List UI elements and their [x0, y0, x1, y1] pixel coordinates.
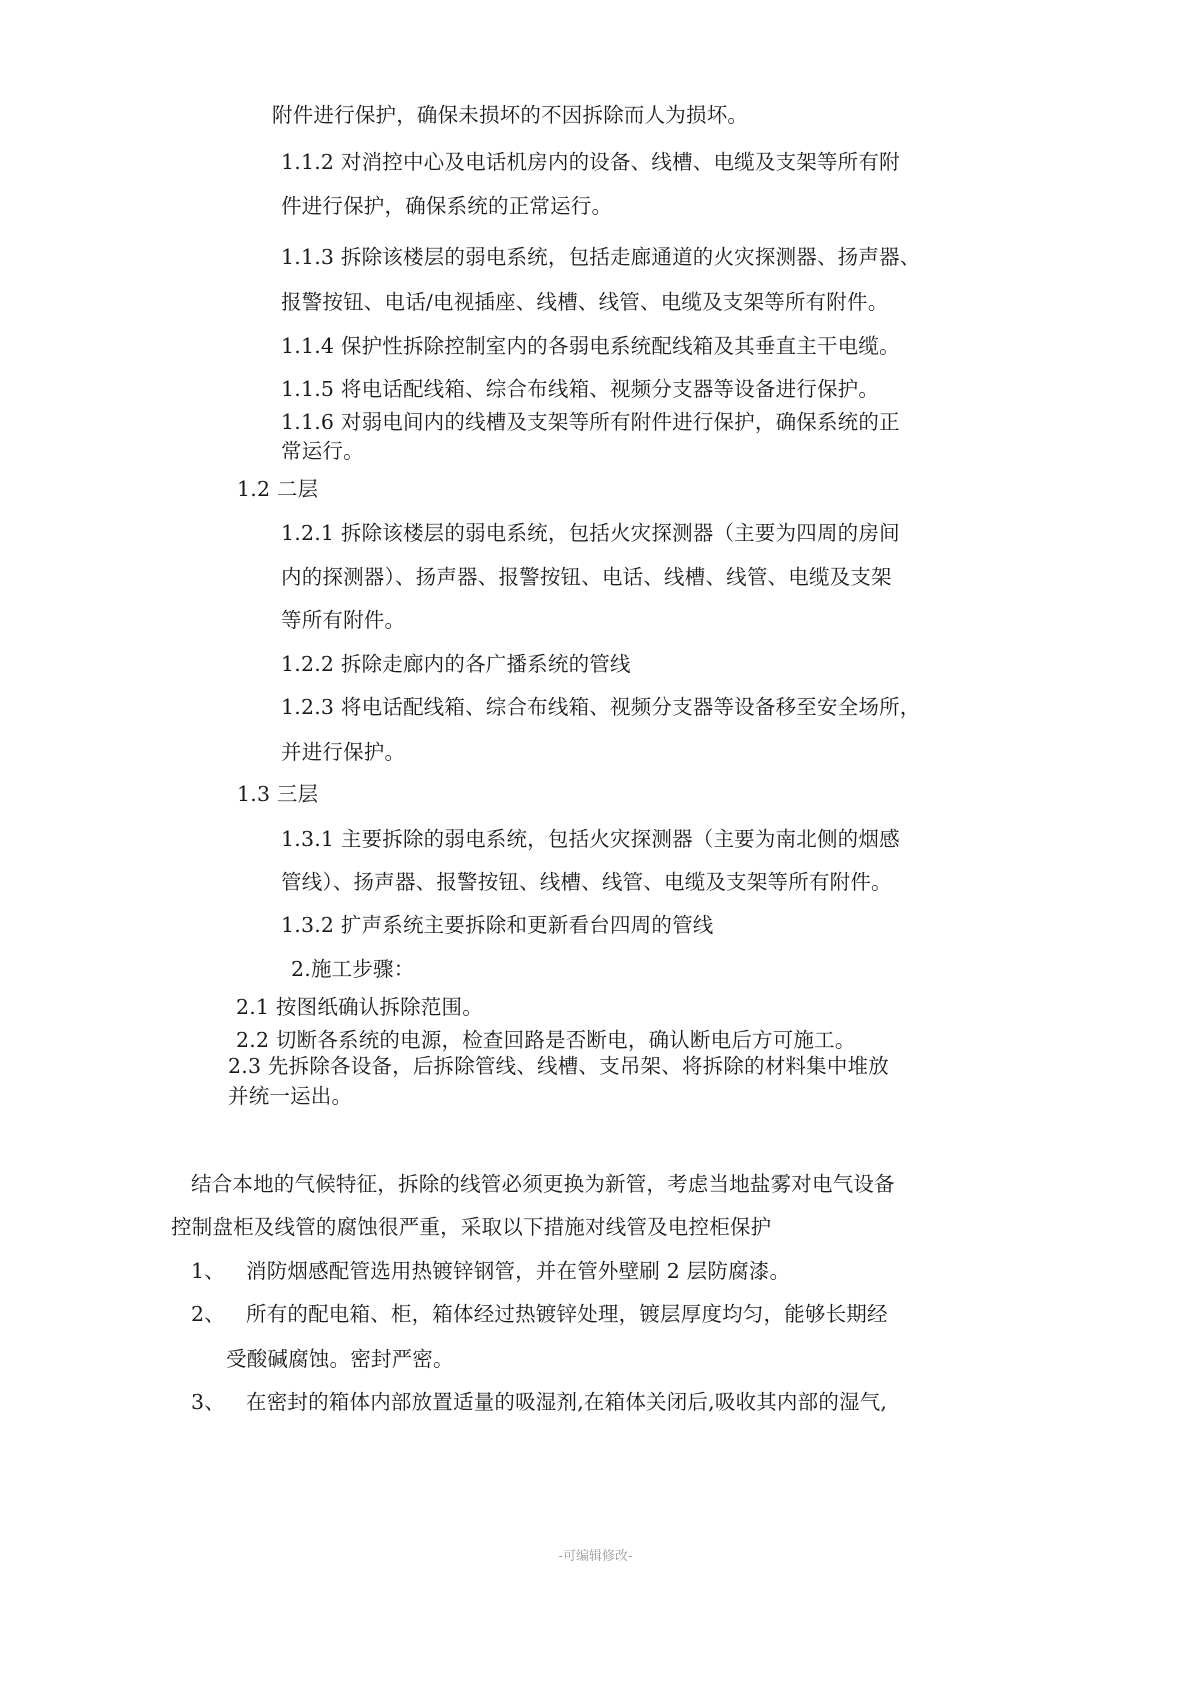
- section-heading: 2.施工步骤：: [291, 957, 415, 981]
- text-line: 1.1.4 保护性拆除控制室内的各弱电系统配线箱及其垂直主干电缆。: [281, 334, 900, 358]
- list-item-text: 消防烟感配管选用热镀锌钢管，并在管外壁刷 2 层防腐漆。: [246, 1259, 791, 1283]
- text-line: 控制盘柜及线管的腐蚀很严重，采取以下措施对线管及电控柜保护: [171, 1215, 772, 1239]
- text-line: 常运行。: [281, 439, 364, 463]
- list-number: 1、: [191, 1259, 225, 1283]
- list-item-text: 受酸碱腐蚀。密封严密。: [226, 1347, 454, 1371]
- text-line: 1.3.1 主要拆除的弱电系统，包括火灾探测器（主要为南北侧的烟感: [281, 827, 900, 851]
- text-line: 管线）、扬声器、报警按钮、线槽、线管、电缆及支架等所有附件。: [281, 870, 892, 894]
- text-line: 附件进行保护，确保未损坏的不因拆除而人为损坏。: [272, 103, 749, 127]
- text-line: 结合本地的气候特征，拆除的线管必须更换为新管，考虑当地盐雾对电气设备: [191, 1172, 895, 1196]
- text-line: 并统一运出。: [228, 1084, 353, 1108]
- section-heading: 1.3 三层: [237, 782, 319, 806]
- list-item-text: 在密封的箱体内部放置适量的吸湿剂,在箱体关闭后,吸收其内部的湿气,: [246, 1390, 888, 1414]
- text-line: 内的探测器）、扬声器、报警按钮、电话、线槽、线管、电缆及支架: [281, 565, 892, 589]
- text-line: 1.2.1 拆除该楼层的弱电系统，包括火灾探测器（主要为四周的房间: [281, 521, 900, 545]
- text-line: 报警按钮、电话/电视插座、线槽、线管、电缆及支架等所有附件。: [281, 290, 889, 314]
- text-line: 2.1 按图纸确认拆除范围。: [236, 995, 483, 1019]
- list-item-text: 所有的配电箱、柜，箱体经过热镀锌处理，镀层厚度均匀，能够长期经: [246, 1302, 888, 1326]
- list-number: 2、: [191, 1302, 225, 1326]
- text-line: 等所有附件。: [281, 608, 406, 632]
- list-number: 3、: [191, 1390, 225, 1414]
- text-line: 件进行保护，确保系统的正常运行。: [281, 194, 613, 218]
- section-heading: 1.2 二层: [237, 477, 319, 501]
- text-line: 1.1.2 对消控中心及电话机房内的设备、线槽、电缆及支架等所有附: [281, 150, 900, 174]
- page-footer: -可编辑修改-: [558, 1549, 633, 1564]
- text-line: 1.2.2 拆除走廊内的各广播系统的管线: [281, 652, 631, 676]
- text-line: 2.2 切断各系统的电源，检查回路是否断电，确认断电后方可施工。: [236, 1028, 856, 1052]
- text-line: 1.1.5 将电话配线箱、综合布线箱、视频分支器等设备进行保护。: [281, 377, 880, 401]
- text-line: 1.3.2 扩声系统主要拆除和更新看台四周的管线: [281, 913, 714, 937]
- text-line: 并进行保护。: [281, 740, 406, 764]
- text-line: 2.3 先拆除各设备，后拆除管线、线槽、支吊架、将拆除的材料集中堆放: [228, 1054, 889, 1078]
- text-line: 1.1.6 对弱电间内的线槽及支架等所有附件进行保护，确保系统的正: [281, 410, 900, 434]
- text-line: 1.1.3 拆除该楼层的弱电系统，包括走廊通道的火灾探测器、扬声器、: [281, 245, 921, 269]
- text-line: 1.2.3 将电话配线箱、综合布线箱、视频分支器等设备移至安全场所，: [281, 695, 921, 719]
